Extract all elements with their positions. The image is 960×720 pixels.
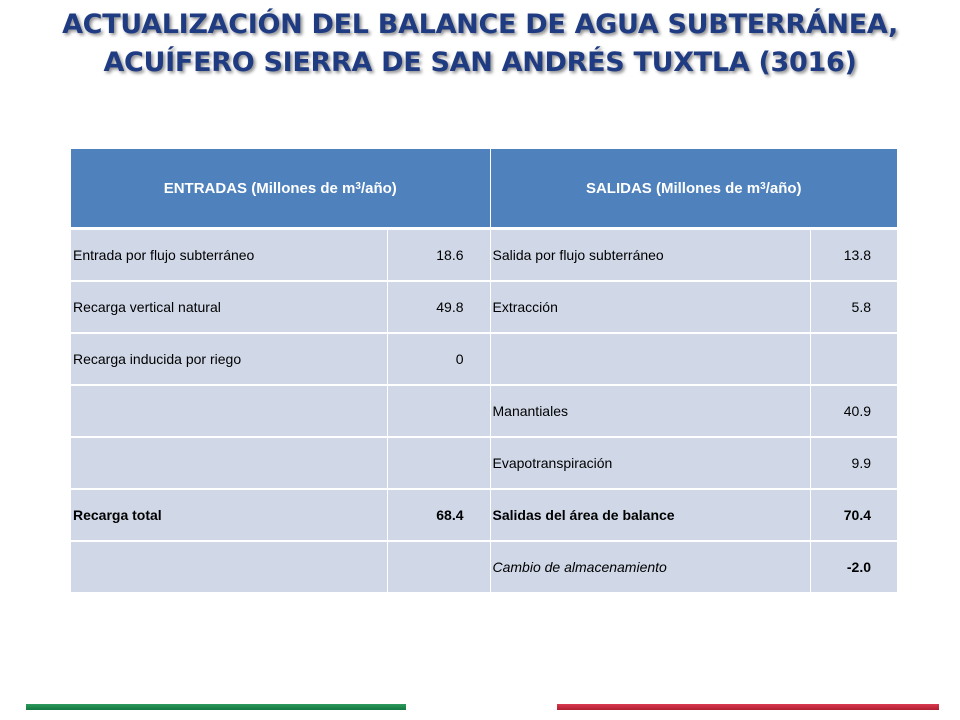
storage-change-label: Cambio de almacenamiento	[490, 541, 810, 593]
in-value-cell	[387, 437, 490, 489]
in-label-cell: Recarga inducida por riego	[71, 333, 387, 385]
in-label-cell	[71, 437, 387, 489]
in-label-cell	[71, 385, 387, 437]
table-row	[71, 229, 897, 282]
header-salidas-text: SALIDAS (Millones de m	[585, 179, 761, 197]
recarga-total-value: 68.4	[387, 489, 490, 541]
storage-change-value: -2.0	[810, 541, 897, 593]
recarga-total-label: Recarga total	[71, 489, 387, 541]
page-title	[0, 6, 960, 82]
out-value-cell: 5.8	[810, 281, 897, 333]
in-value-cell: 18.6	[387, 229, 490, 282]
table-row	[71, 437, 897, 489]
title-line-2: ACUÍFERO SIERRA DE SAN ANDRÉS TUXTLA (3016)	[103, 47, 857, 78]
in-value-cell	[387, 385, 490, 437]
out-label-cell: Extracción	[490, 281, 810, 333]
header-salidas-superscript: 3	[760, 180, 766, 192]
in-label-cell: Entrada por flujo subterráneo	[71, 229, 387, 282]
out-label-cell	[490, 333, 810, 385]
in-value-cell	[387, 541, 490, 593]
out-value-cell: 9.9	[810, 437, 897, 489]
water-balance-table	[71, 149, 897, 594]
out-value-cell	[810, 333, 897, 385]
red-footer-bar	[557, 704, 939, 710]
table-row	[71, 385, 897, 437]
in-label-cell: Recarga vertical natural	[71, 281, 387, 333]
table-header-row	[71, 149, 897, 229]
out-value-cell: 40.9	[810, 385, 897, 437]
out-value-cell: 13.8	[810, 229, 897, 282]
salidas-total-label: Salidas del área de balance	[490, 489, 810, 541]
in-label-cell	[71, 541, 387, 593]
header-salidas-suffix: /año)	[765, 179, 802, 197]
salidas-total-value: 70.4	[810, 489, 897, 541]
in-value-cell: 0	[387, 333, 490, 385]
in-value-cell: 49.8	[387, 281, 490, 333]
header-salidas	[490, 149, 897, 229]
header-entradas-superscript: 3	[355, 180, 361, 192]
out-label-cell: Salida por flujo subterráneo	[490, 229, 810, 282]
out-label-cell: Evapotranspiración	[490, 437, 810, 489]
header-entradas-suffix: /año)	[360, 179, 397, 197]
table-row	[71, 333, 897, 385]
table-row-totals	[71, 489, 897, 541]
table-row	[71, 281, 897, 333]
title-line-1: ACTUALIZACIÓN DEL BALANCE DE AGUA SUBTERRÁNEA,	[62, 9, 898, 40]
green-footer-bar	[26, 704, 406, 710]
header-entradas-text: ENTRADAS (Millones de m	[163, 179, 356, 197]
table-row-storage-change	[71, 541, 897, 593]
header-entradas	[71, 149, 490, 229]
out-label-cell: Manantiales	[490, 385, 810, 437]
